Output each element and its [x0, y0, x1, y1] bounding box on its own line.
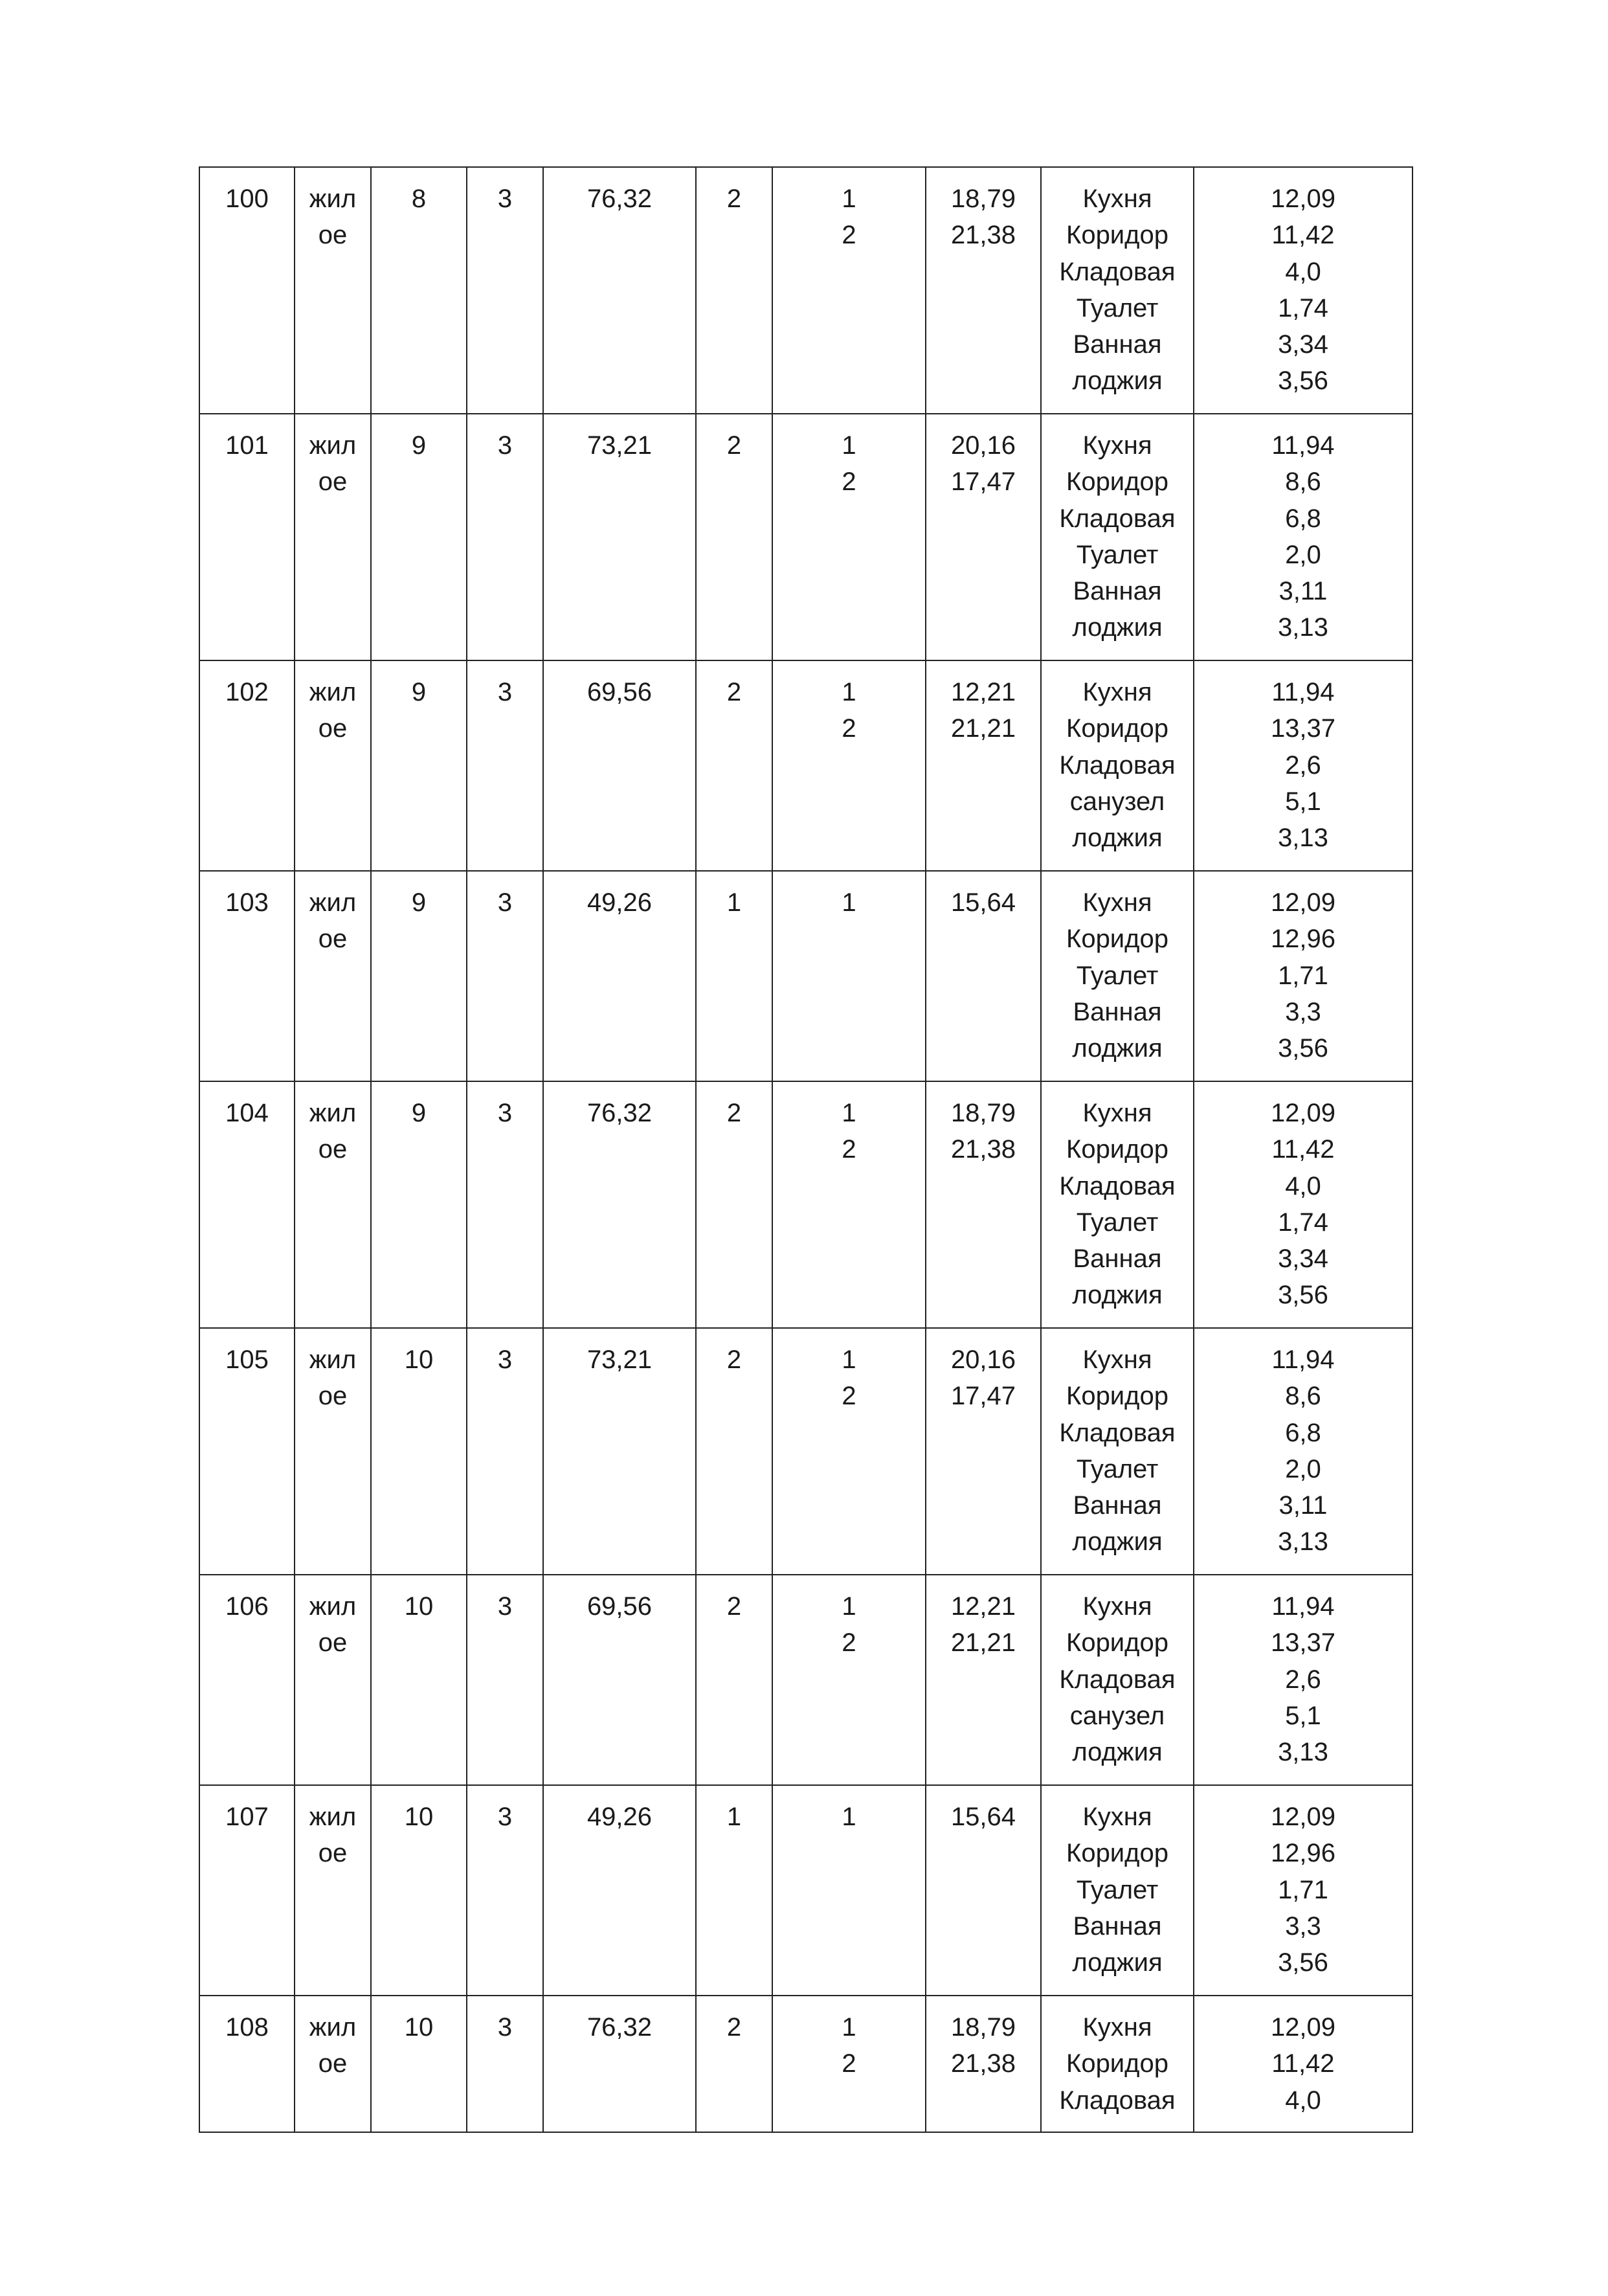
cell-line: 11,94	[1271, 1592, 1335, 1621]
table-row	[199, 1081, 1413, 1328]
table-row	[199, 414, 1413, 660]
cell-line: 4,0	[1285, 257, 1321, 286]
cell-auxiliary-rooms	[1041, 1081, 1194, 1328]
cell-auxiliary-rooms	[1041, 1575, 1194, 1785]
cell-room-numbers	[772, 414, 926, 660]
cell-room-areas	[926, 1996, 1041, 2132]
cell-line: 21,21	[950, 714, 1016, 743]
cell-room-count: 2	[696, 1328, 772, 1575]
cell-premises-type	[295, 1328, 371, 1575]
cell-line: Ванная	[1073, 330, 1162, 359]
cell-section: 3	[467, 1785, 543, 1996]
cell-line: ое	[318, 1628, 348, 1658]
cell-line: Кухня	[1082, 185, 1152, 213]
cell-line: 4,0	[1285, 1171, 1321, 1200]
cell-floor: 9	[371, 1081, 467, 1328]
cell-apartment-number: 100	[199, 167, 295, 414]
cell-line: санузел	[1069, 1701, 1165, 1730]
cell-line: ое	[318, 714, 348, 743]
cell-total-area: 76,32	[543, 1081, 696, 1328]
cell-line: жил	[309, 185, 357, 213]
cell-line: 2,0	[1285, 1454, 1321, 1483]
cell-line: Кухня	[1082, 888, 1152, 917]
table-body	[199, 167, 1413, 2132]
cell-section: 3	[467, 1328, 543, 1575]
cell-line: 1	[842, 1592, 856, 1621]
cell-line: Кладовая	[1059, 1665, 1176, 1694]
cell-line: 2,6	[1285, 1665, 1321, 1694]
cell-line: 1	[842, 678, 856, 706]
cell-line: Ванная	[1073, 1244, 1162, 1274]
cell-line: 12,09	[1270, 185, 1336, 213]
cell-line: 11,42	[1271, 221, 1335, 250]
cell-apartment-number: 103	[199, 871, 295, 1081]
cell-line: 11,42	[1271, 2049, 1335, 2078]
table-row	[199, 1996, 1413, 2132]
cell-line: лоджия	[1072, 1948, 1163, 1977]
cell-line: Ванная	[1073, 577, 1162, 606]
cell-line: Коридор	[1066, 1135, 1168, 1164]
cell-line: 20,16	[950, 1345, 1016, 1374]
cell-line: 1	[842, 431, 856, 460]
cell-section: 3	[467, 167, 543, 414]
cell-premises-type	[295, 1996, 371, 2132]
cell-line: Кладовая	[1059, 750, 1176, 780]
cell-room-count: 2	[696, 660, 772, 871]
cell-line: Туалет	[1076, 1875, 1159, 1904]
cell-apartment-number: 107	[199, 1785, 295, 1996]
cell-line: Кухня	[1082, 2013, 1152, 2042]
cell-auxiliary-areas	[1194, 1081, 1413, 1328]
cell-line: Коридор	[1066, 1839, 1168, 1868]
cell-line: 2	[842, 2049, 856, 2078]
cell-auxiliary-areas	[1194, 1575, 1413, 1785]
cell-line: Кухня	[1082, 1345, 1152, 1374]
cell-auxiliary-rooms	[1041, 660, 1194, 871]
cell-room-areas	[926, 1081, 1041, 1328]
cell-total-area: 76,32	[543, 1996, 696, 2132]
cell-line: Кладовая	[1059, 257, 1176, 286]
cell-line: лоджия	[1072, 613, 1163, 642]
cell-line: Туалет	[1076, 961, 1159, 990]
cell-line: 3,13	[1278, 824, 1328, 853]
cell-premises-type	[295, 1575, 371, 1785]
cell-line: 12,09	[1270, 1803, 1336, 1831]
cell-line: 3,56	[1278, 1034, 1328, 1063]
cell-room-numbers	[772, 1328, 926, 1575]
cell-room-numbers	[772, 167, 926, 414]
cell-line: 3,34	[1278, 330, 1328, 359]
cell-line: ое	[318, 925, 348, 954]
cell-line: 3,56	[1278, 1281, 1328, 1310]
cell-line: Кухня	[1082, 1099, 1152, 1127]
cell-room-numbers	[772, 1996, 926, 2132]
cell-line: 18,79	[950, 185, 1016, 213]
cell-line: Кухня	[1082, 1592, 1152, 1621]
cell-line: Туалет	[1076, 293, 1159, 322]
cell-line: 2	[842, 1382, 856, 1411]
cell-line: 3,56	[1278, 1948, 1328, 1977]
cell-line: 4,0	[1285, 2086, 1321, 2115]
cell-auxiliary-areas	[1194, 1328, 1413, 1575]
cell-premises-type	[295, 660, 371, 871]
cell-line: ое	[318, 221, 348, 250]
cell-line: Кладовая	[1059, 1418, 1176, 1447]
cell-room-count: 1	[696, 1785, 772, 1996]
cell-line: 20,16	[950, 431, 1016, 460]
cell-line: 1	[842, 1099, 856, 1127]
cell-auxiliary-areas	[1194, 414, 1413, 660]
cell-line: Кладовая	[1059, 504, 1176, 533]
cell-line: 12,96	[1270, 925, 1336, 954]
cell-auxiliary-areas	[1194, 871, 1413, 1081]
cell-auxiliary-areas	[1194, 660, 1413, 871]
cell-line: 13,37	[1270, 714, 1336, 743]
cell-room-areas	[926, 1575, 1041, 1785]
cell-room-count: 2	[696, 1575, 772, 1785]
cell-room-areas	[926, 871, 1041, 1081]
cell-apartment-number: 101	[199, 414, 295, 660]
cell-line: 12,21	[950, 678, 1016, 706]
cell-line: жил	[309, 431, 357, 460]
cell-section: 3	[467, 414, 543, 660]
cell-line: лоджия	[1072, 1527, 1163, 1557]
cell-line: Коридор	[1066, 221, 1168, 250]
cell-room-count: 2	[696, 1996, 772, 2132]
cell-line: 2	[842, 221, 856, 250]
cell-line: 1	[842, 185, 856, 213]
cell-line: ое	[318, 2049, 348, 2078]
cell-apartment-number: 108	[199, 1996, 295, 2132]
cell-apartment-number: 104	[199, 1081, 295, 1328]
cell-line: Ванная	[1073, 1491, 1162, 1520]
cell-line: 17,47	[950, 467, 1016, 497]
cell-auxiliary-rooms	[1041, 871, 1194, 1081]
cell-line: 12,96	[1270, 1839, 1336, 1868]
cell-line: Кладовая	[1059, 2086, 1176, 2115]
cell-line: 18,79	[950, 2013, 1016, 2042]
cell-line: Коридор	[1066, 1382, 1168, 1411]
cell-room-count: 2	[696, 414, 772, 660]
cell-line: жил	[309, 1099, 357, 1127]
table-row	[199, 167, 1413, 414]
cell-room-numbers	[772, 871, 926, 1081]
cell-premises-type	[295, 871, 371, 1081]
cell-line: 1	[842, 1345, 856, 1374]
cell-line: 6,8	[1285, 1418, 1321, 1447]
cell-line: Ванная	[1073, 997, 1162, 1026]
cell-line: 3,34	[1278, 1244, 1328, 1274]
cell-line: 15,64	[950, 888, 1016, 917]
cell-room-areas	[926, 1328, 1041, 1575]
cell-line: 8,6	[1285, 467, 1321, 497]
cell-floor: 9	[371, 660, 467, 871]
cell-room-numbers	[772, 1575, 926, 1785]
cell-floor: 8	[371, 167, 467, 414]
cell-line: 1	[842, 2013, 856, 2042]
cell-apartment-number: 102	[199, 660, 295, 871]
cell-apartment-number: 106	[199, 1575, 295, 1785]
cell-line: 3,13	[1278, 613, 1328, 642]
cell-line: 11,42	[1271, 1135, 1335, 1164]
cell-total-area: 73,21	[543, 1328, 696, 1575]
cell-floor: 10	[371, 1785, 467, 1996]
cell-premises-type	[295, 1785, 371, 1996]
cell-line: 21,21	[950, 1628, 1016, 1658]
cell-line: Ванная	[1073, 1911, 1162, 1941]
cell-line: 3,11	[1279, 1491, 1328, 1520]
cell-line: ое	[318, 1382, 348, 1411]
cell-room-numbers	[772, 1785, 926, 1996]
cell-line: лоджия	[1072, 1738, 1163, 1767]
cell-line: лоджия	[1072, 1281, 1163, 1310]
cell-room-areas	[926, 414, 1041, 660]
cell-apartment-number: 105	[199, 1328, 295, 1575]
cell-line: Кухня	[1082, 431, 1152, 460]
cell-room-areas	[926, 1785, 1041, 1996]
cell-line: 1	[842, 888, 856, 917]
cell-line: 1,71	[1278, 961, 1328, 990]
cell-total-area: 69,56	[543, 1575, 696, 1785]
cell-line: 2	[842, 1628, 856, 1658]
cell-total-area: 76,32	[543, 167, 696, 414]
cell-room-numbers	[772, 660, 926, 871]
cell-line: 5,1	[1285, 787, 1321, 816]
cell-room-count: 2	[696, 167, 772, 414]
cell-line: 17,47	[950, 1382, 1016, 1411]
table-row	[199, 1785, 1413, 1996]
cell-line: Коридор	[1066, 714, 1168, 743]
cell-line: 3,11	[1279, 577, 1328, 606]
cell-line: 21,38	[950, 2049, 1016, 2078]
cell-total-area: 49,26	[543, 871, 696, 1081]
table-row	[199, 1328, 1413, 1575]
cell-line: Коридор	[1066, 925, 1168, 954]
cell-line: 15,64	[950, 1803, 1016, 1831]
cell-line: 13,37	[1270, 1628, 1336, 1658]
cell-auxiliary-rooms	[1041, 1328, 1194, 1575]
table-row	[199, 660, 1413, 871]
cell-section: 3	[467, 871, 543, 1081]
cell-line: Коридор	[1066, 467, 1168, 497]
cell-line: 3,13	[1278, 1738, 1328, 1767]
cell-line: 2	[842, 467, 856, 497]
cell-line: Кухня	[1082, 678, 1152, 706]
cell-total-area: 49,26	[543, 1785, 696, 1996]
cell-auxiliary-areas	[1194, 1996, 1413, 2132]
cell-line: жил	[309, 1803, 357, 1831]
cell-line: 2	[842, 714, 856, 743]
cell-auxiliary-areas	[1194, 1785, 1413, 1996]
cell-line: Коридор	[1066, 2049, 1168, 2078]
cell-line: Коридор	[1066, 1628, 1168, 1658]
cell-line: 2,6	[1285, 750, 1321, 780]
cell-line: 11,94	[1271, 1345, 1335, 1374]
cell-section: 3	[467, 1081, 543, 1328]
cell-total-area: 69,56	[543, 660, 696, 871]
cell-floor: 10	[371, 1328, 467, 1575]
cell-section: 3	[467, 1996, 543, 2132]
cell-line: Кладовая	[1059, 1171, 1176, 1200]
cell-floor: 9	[371, 414, 467, 660]
cell-premises-type	[295, 414, 371, 660]
cell-line: 2	[842, 1135, 856, 1164]
cell-line: 8,6	[1285, 1382, 1321, 1411]
cell-line: 3,3	[1285, 997, 1321, 1026]
cell-section: 3	[467, 660, 543, 871]
cell-line: 6,8	[1285, 504, 1321, 533]
cell-line: 21,38	[950, 1135, 1016, 1164]
cell-line: ое	[318, 1839, 348, 1868]
cell-line: 3,13	[1278, 1527, 1328, 1557]
cell-room-areas	[926, 167, 1041, 414]
cell-line: 1	[842, 1803, 856, 1831]
apartment-table	[199, 166, 1413, 2133]
cell-auxiliary-rooms	[1041, 1996, 1194, 2132]
cell-line: 21,38	[950, 221, 1016, 250]
cell-premises-type	[295, 167, 371, 414]
cell-line: Туалет	[1076, 1208, 1159, 1237]
cell-line: лоджия	[1072, 366, 1163, 396]
cell-line: 2,0	[1285, 540, 1321, 569]
cell-line: жил	[309, 2013, 357, 2042]
cell-line: 1,74	[1278, 1208, 1328, 1237]
cell-line: санузел	[1069, 787, 1165, 816]
cell-line: Туалет	[1076, 1454, 1159, 1483]
cell-line: жил	[309, 888, 357, 917]
cell-line: 12,21	[950, 1592, 1016, 1621]
cell-room-count: 1	[696, 871, 772, 1081]
cell-room-numbers	[772, 1081, 926, 1328]
cell-floor: 9	[371, 871, 467, 1081]
cell-line: 1,71	[1278, 1875, 1328, 1904]
cell-line: Кухня	[1082, 1803, 1152, 1831]
cell-room-count: 2	[696, 1081, 772, 1328]
cell-line: Туалет	[1076, 540, 1159, 569]
cell-line: 12,09	[1270, 888, 1336, 917]
cell-total-area: 73,21	[543, 414, 696, 660]
cell-line: ое	[318, 1135, 348, 1164]
cell-auxiliary-rooms	[1041, 414, 1194, 660]
cell-line: 12,09	[1270, 1099, 1336, 1127]
cell-line: ое	[318, 467, 348, 497]
cell-auxiliary-rooms	[1041, 167, 1194, 414]
cell-section: 3	[467, 1575, 543, 1785]
cell-line: жил	[309, 1345, 357, 1374]
cell-line: 5,1	[1285, 1701, 1321, 1730]
cell-room-areas	[926, 660, 1041, 871]
cell-premises-type	[295, 1081, 371, 1328]
cell-auxiliary-areas	[1194, 167, 1413, 414]
cell-line: 12,09	[1270, 2013, 1336, 2042]
cell-line: лоджия	[1072, 824, 1163, 853]
cell-line: жил	[309, 678, 357, 706]
cell-line: 11,94	[1271, 678, 1335, 706]
cell-line: 1,74	[1278, 293, 1328, 322]
cell-line: лоджия	[1072, 1034, 1163, 1063]
table-row	[199, 1575, 1413, 1785]
cell-line: жил	[309, 1592, 357, 1621]
cell-floor: 10	[371, 1996, 467, 2132]
cell-floor: 10	[371, 1575, 467, 1785]
cell-line: 18,79	[950, 1099, 1016, 1127]
cell-line: 3,3	[1285, 1911, 1321, 1941]
cell-auxiliary-rooms	[1041, 1785, 1194, 1996]
cell-line: 11,94	[1271, 431, 1335, 460]
cell-line: 3,56	[1278, 366, 1328, 396]
table-row	[199, 871, 1413, 1081]
